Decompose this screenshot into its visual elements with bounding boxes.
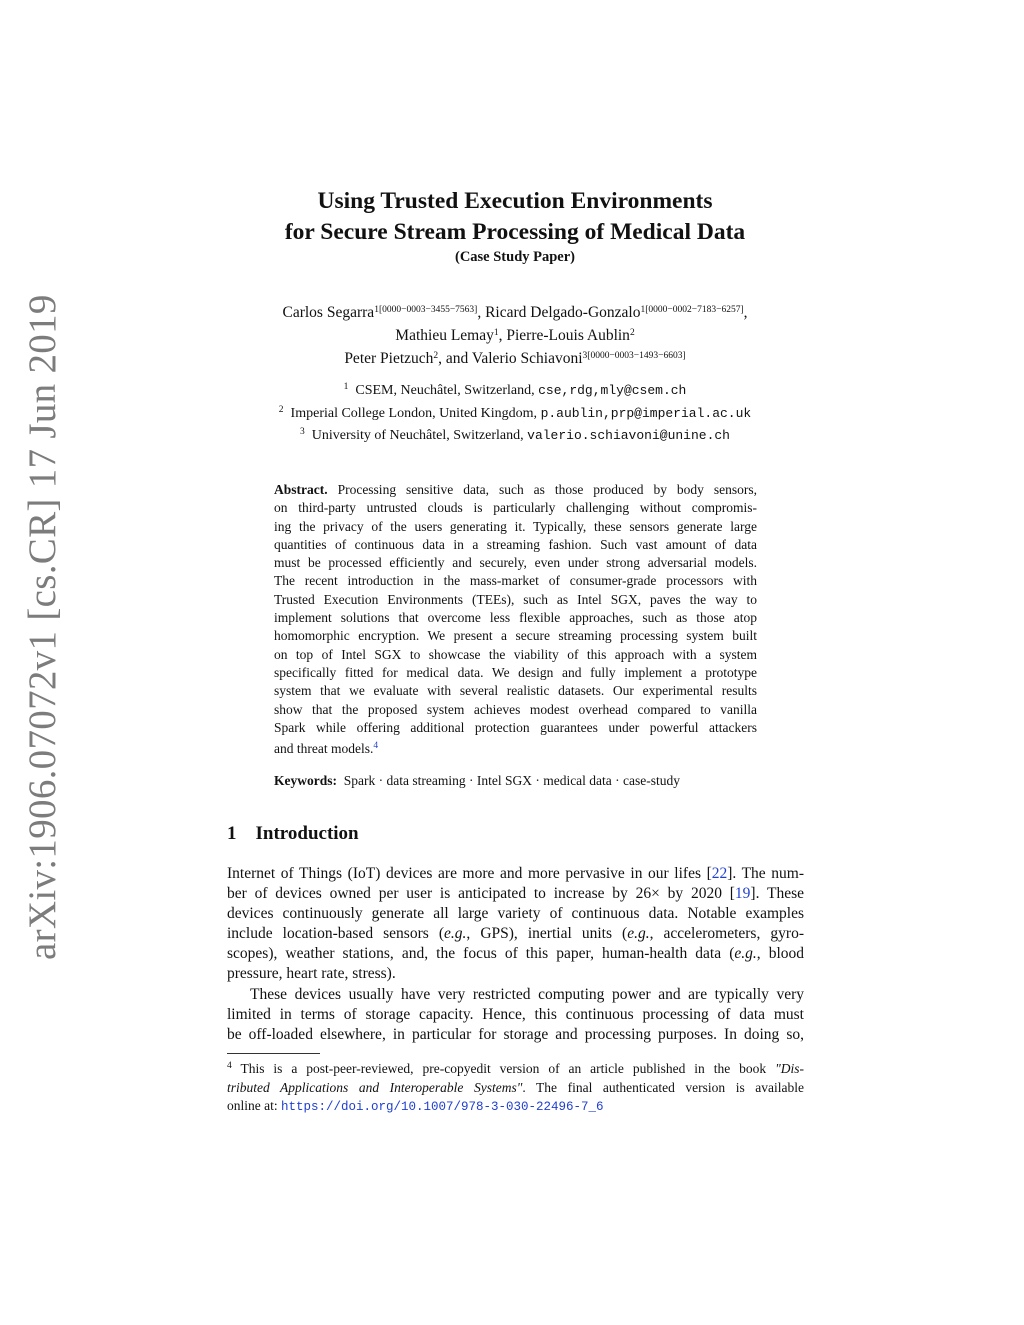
abstract-line: Trusted Execution Environments (TEEs), such as Intel SGX, paves the way to: [274, 591, 757, 607]
author-name: , Ricard Delgado-Gonzalo: [477, 304, 641, 321]
author-line-3: [0, 346, 1024, 369]
abstract-line: on third-party untrusted clouds is particularly challenging without compromis-: [274, 500, 757, 516]
abstract-line: ing the privacy of the users generating it. Typically, these sensors generate large: [274, 518, 757, 534]
abstract-line: system that we evaluate with several realistic datasets. Our experimental results: [274, 683, 757, 699]
affiliation-number: 2: [278, 404, 284, 415]
affiliation-email: cse,rdg,mly@csem.ch: [538, 383, 687, 398]
footnote-link[interactable]: 4: [373, 741, 379, 752]
body-line: pressure, heart rate, stress).: [227, 965, 396, 983]
affiliation-list: [0, 378, 1024, 446]
paper-subtitle: (Case Study Paper): [454, 249, 576, 265]
body-line: Internet of Things (IoT) devices are more and more pervasive in our lifes [22]. The num-: [227, 865, 804, 882]
author-affil-mark: 2: [433, 351, 439, 361]
abstract-label: Abstract.: [274, 482, 328, 497]
footnote-number: 4: [227, 1061, 232, 1071]
affiliation-email: valerio.schiavoni@unine.ch: [527, 428, 730, 443]
author-list: [0, 300, 1024, 369]
author-name: , Pierre-Louis Aublin: [498, 327, 630, 344]
keywords-text: Spark · data streaming · Intel SGX · medical data · case-study: [343, 773, 681, 788]
body-line: devices continuously generate all large variety of continuous data. Notable examples: [227, 905, 804, 923]
abstract-line: implement solutions that overcome less flexible approaches, such as those atop: [274, 610, 757, 626]
doi-link[interactable]: https://doi.org/10.1007/978-3-030-22496-7_6: [281, 1100, 604, 1114]
affiliation-number: 1: [343, 382, 349, 392]
citation-link[interactable]: 19: [734, 885, 751, 903]
separator: ,: [743, 304, 748, 321]
body-line: be off-loaded elsewhere, in particular for storage and processing purposes. In doing so,: [227, 1025, 804, 1043]
affiliation-email: p.aublin,prp@imperial.ac.uk: [540, 405, 752, 421]
affiliation-number: 3: [300, 427, 305, 437]
affiliation-text: CSEM, Neuchâtel, Switzerland,: [355, 383, 539, 398]
abstract-line: must be processed efficiently and securely, even under strong adversarial models.: [274, 555, 757, 571]
section-number: 1: [227, 823, 237, 844]
section-heading: [227, 823, 359, 845]
author-line-1: [0, 300, 1024, 323]
abstract-line: specifically fitted for medical data. We design and fully implement a prototype: [274, 664, 757, 680]
abstract-line: and threat models.$^4$: [274, 741, 379, 757]
section-title: Introduction: [255, 823, 359, 844]
abstract-line: homomorphic encryption. We present a secure streaming processing system built: [274, 628, 757, 644]
author-orcid: 1[0000−0002−7183−6257]: [640, 305, 744, 315]
footnote: [227, 1057, 804, 1117]
abstract-line: show that the proposed system achieves modest overhead compared to vanilla: [274, 701, 757, 717]
affiliation-3: [0, 423, 1024, 446]
footnote-rule: [227, 1053, 320, 1054]
abstract-line: The recent introduction in the mass-market of consumer-grade processors with: [274, 573, 757, 589]
author-name: Carlos Segarra: [282, 304, 375, 321]
abstract-line: Spark while offering additional protection guarantees under powerful attackers: [274, 719, 757, 735]
arxiv-identifier: arXiv:1906.07072v1 [cs.CR] 17 Jun 2019: [21, 294, 64, 960]
title-line-2: for Secure Stream Processing of Medical Data: [284, 219, 746, 245]
affiliation-text: University of Neuchâtel, Switzerland,: [311, 428, 528, 443]
footnote-line: $^4$ This is a post-peer-reviewed, pre-copyedit version of an article published in the book "Dis-: [227, 1061, 804, 1076]
abstract: [274, 481, 757, 758]
keywords-label: Keywords:: [274, 773, 337, 788]
abstract-line: quantities of continuous data in a streaming fashion. Such vast amount of data: [274, 536, 757, 552]
footnote-line: tributed Applications and Interoperable Systems". The final authenticated version is available: [227, 1079, 804, 1095]
body-line: include location-based sensors (e.g., GPS), inertial units (e.g., accelerometers, gyro-: [227, 925, 804, 943]
body-line: scopes), weather stations, and, the focus of this paper, human-health data (e.g., blood: [227, 945, 805, 963]
abstract-line: on top of Intel SGX to showcase the viability of this approach with a system: [274, 646, 757, 662]
footnote-line: online at: https://doi.org/10.1007/978-3-030-22496-7_6: [227, 1098, 604, 1114]
author-affil-mark: 1: [493, 328, 499, 338]
affiliation-2: [0, 401, 1024, 424]
author-name: Peter Pietzuch: [344, 350, 434, 367]
keywords: [274, 773, 757, 789]
body-line: limited in terms of storage capacity. Hence, this continuous processing of data must: [227, 1005, 804, 1023]
introduction-body: [227, 864, 804, 1045]
author-name: , and Valerio Schiavoni: [438, 350, 583, 367]
author-line-2: [0, 323, 1024, 346]
citation-link[interactable]: 22: [711, 865, 728, 882]
author-affil-mark: 2: [629, 328, 635, 338]
abstract-line: Abstract. Processing sensitive data, such as those produced by body sensors,: [274, 482, 757, 497]
paper-title: [0, 186, 1024, 266]
title-line-1: Using Trusted Execution Environments: [317, 188, 713, 214]
author-name: Mathieu Lemay: [395, 327, 494, 344]
author-orcid: 3[0000−0003−1493−6603]: [582, 351, 686, 361]
body-line: ber of devices owned per user is anticipated to increase by 26× by 2020 [19]. These: [227, 885, 804, 903]
affiliation-text: Imperial College London, United Kingdom,: [290, 405, 541, 421]
author-orcid: 1[0000−0003−3455−7563]: [374, 305, 478, 315]
body-line: These devices usually have very restricted computing power and are typically very: [250, 985, 804, 1003]
affiliation-1: [0, 378, 1024, 401]
